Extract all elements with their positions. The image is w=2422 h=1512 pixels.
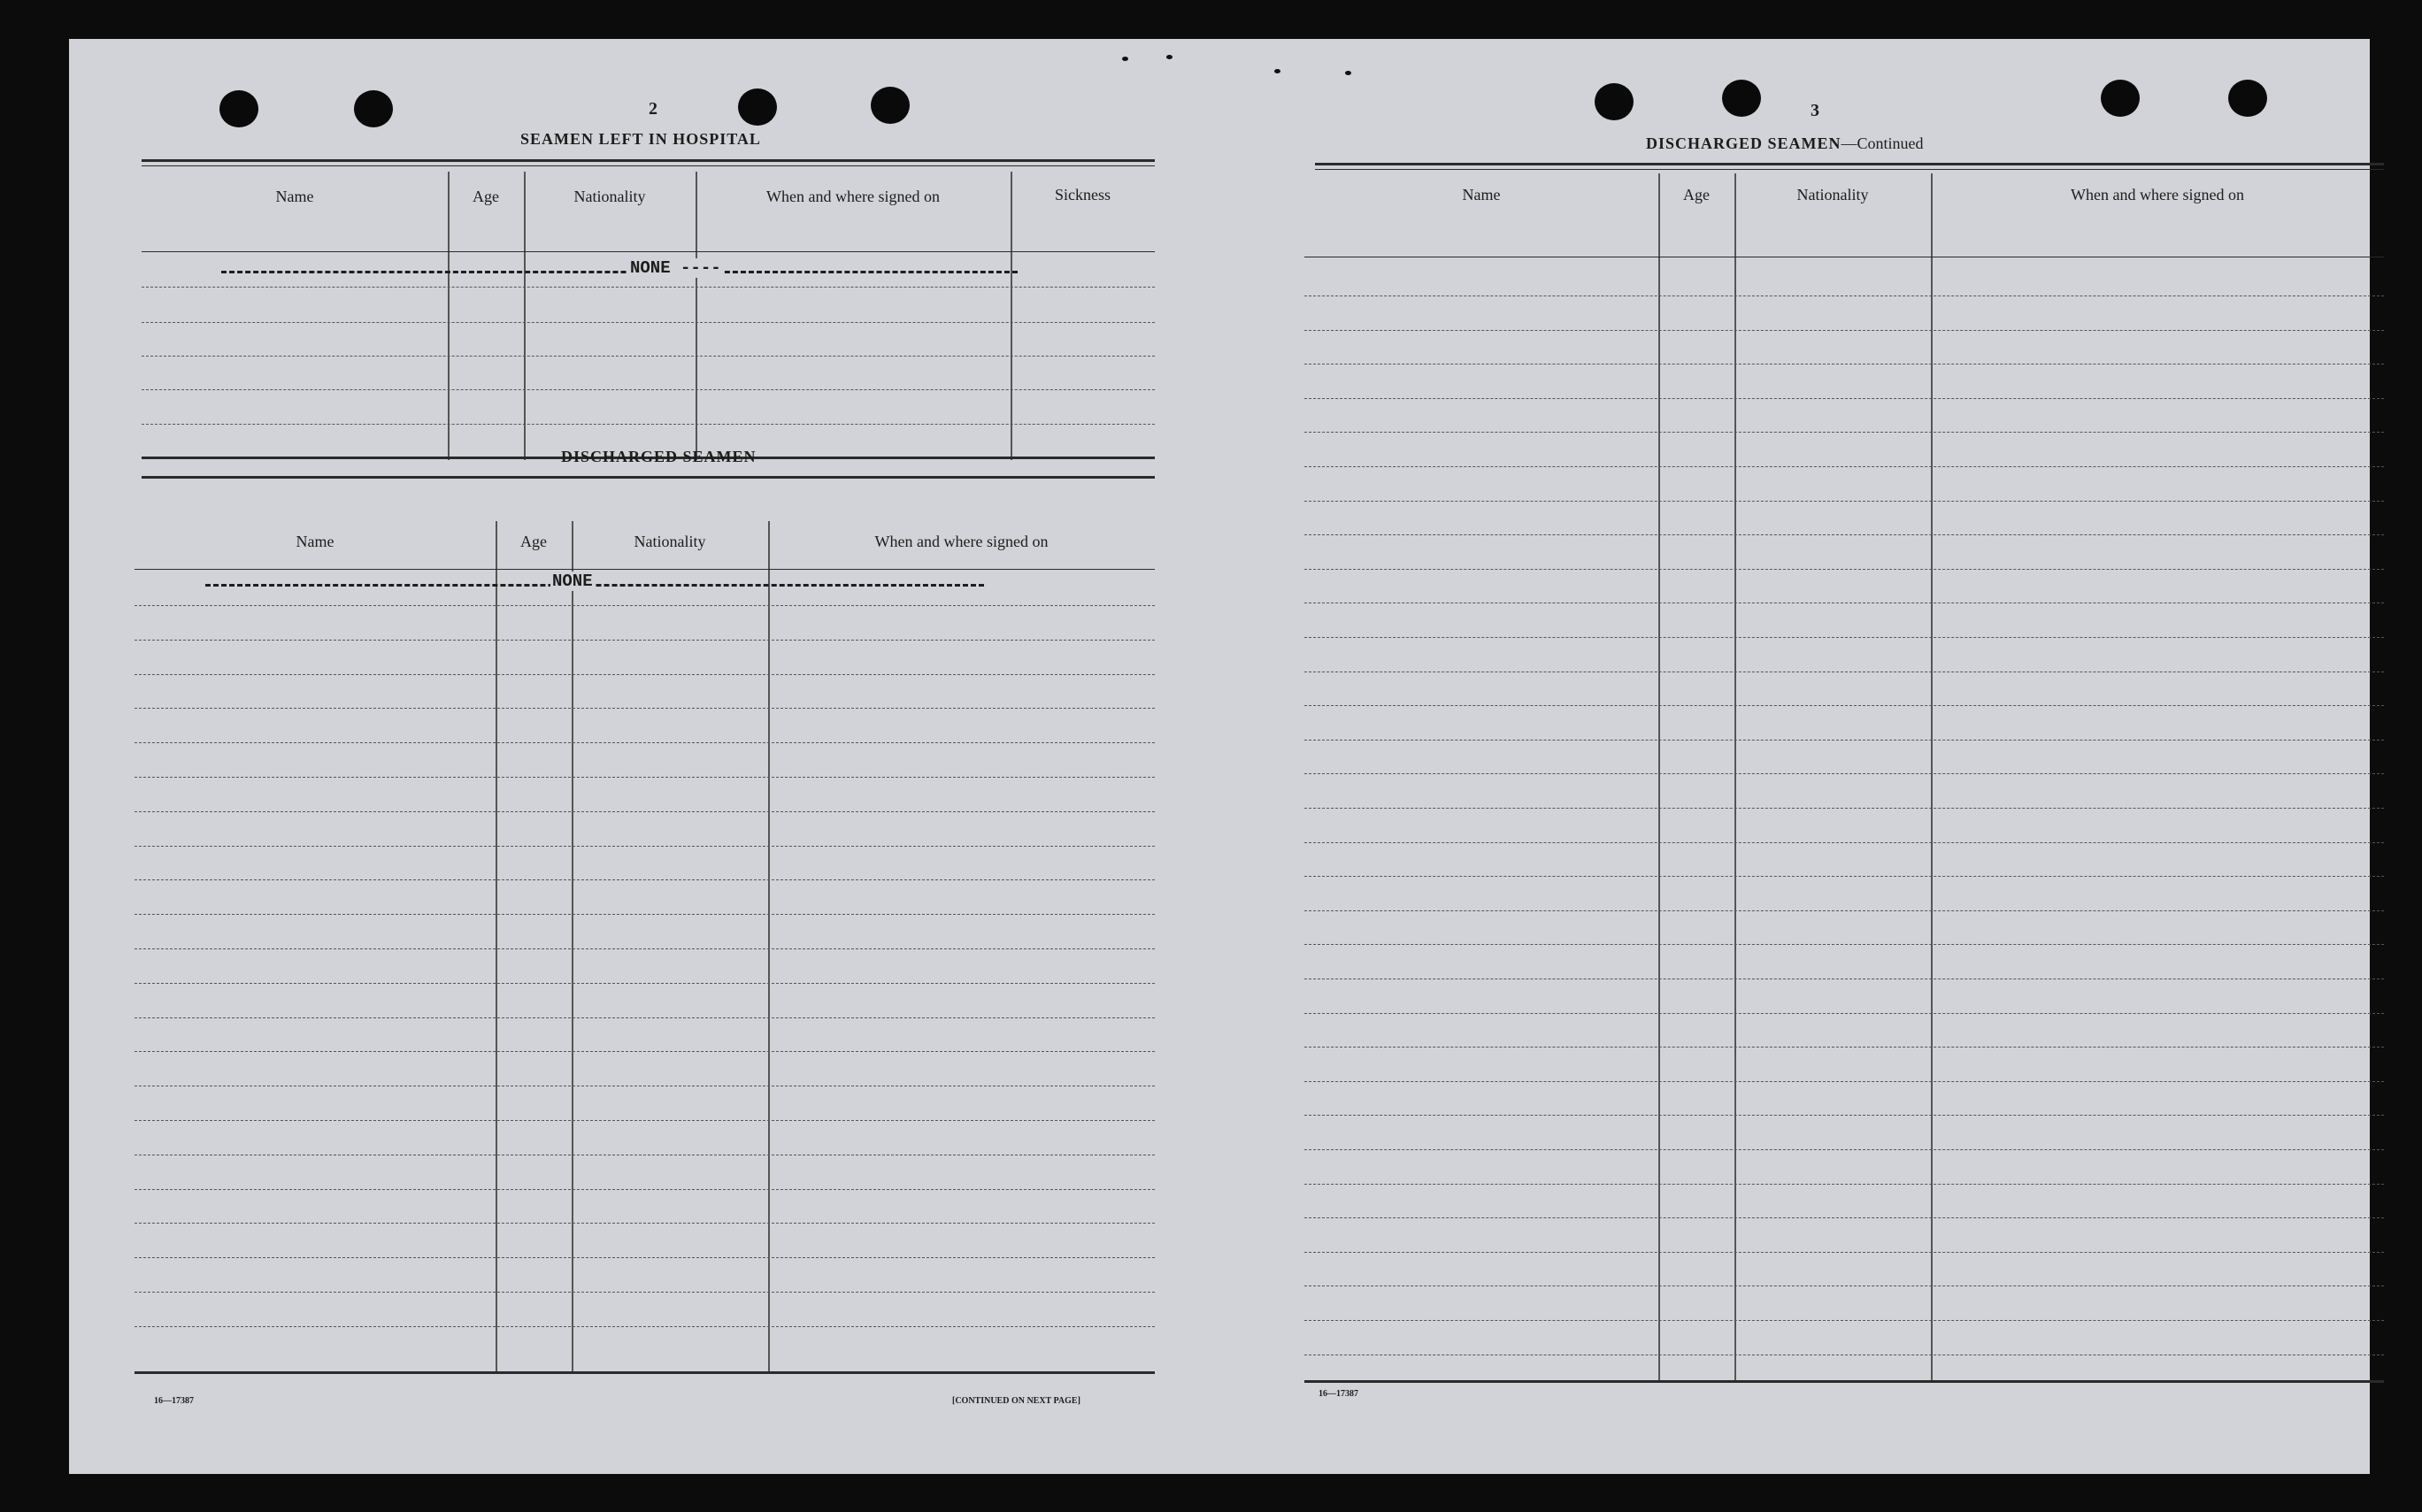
table-row: [1304, 432, 2384, 433]
table-row: [1304, 330, 2384, 331]
column-line: [1011, 172, 1012, 460]
page-number-left: 2: [649, 99, 657, 119]
divider: [142, 476, 1155, 479]
table-row: [1304, 1047, 2384, 1048]
ink-speck: [1166, 55, 1173, 59]
table-row: [142, 424, 1155, 425]
table-row: [1304, 1081, 2384, 1082]
column-line: [1658, 173, 1660, 1382]
table-row: [135, 1223, 1155, 1224]
table-row: [1304, 1217, 2384, 1218]
discharged-table: [135, 481, 1155, 1384]
table-row: [135, 742, 1155, 743]
table-row: [135, 708, 1155, 709]
table-row: [1304, 773, 2384, 774]
col-header-name: Name: [296, 533, 334, 550]
punch-hole: [1722, 80, 1761, 117]
discharged-entry-text: NONE: [552, 572, 593, 591]
col-header-nationality: Nationality: [1796, 186, 1869, 203]
col-header-signed-on: When and where signed on: [874, 533, 1049, 550]
punch-hole: [354, 90, 393, 127]
table-row: [135, 605, 1155, 606]
table-row: [1304, 944, 2384, 945]
table-row: [1304, 602, 2384, 603]
table-row: [142, 389, 1155, 390]
form-number-left: 16—17387: [154, 1396, 194, 1406]
table-row: [1304, 466, 2384, 467]
table-row: [1304, 910, 2384, 911]
table-row: [135, 879, 1155, 880]
col-header-age: Age: [473, 188, 499, 205]
continued-note: [CONTINUED ON NEXT PAGE]: [952, 1396, 1080, 1406]
punch-hole: [2101, 80, 2140, 117]
punch-hole: [738, 88, 777, 126]
col-header-name: Name: [275, 188, 314, 205]
table-row: [1304, 637, 2384, 638]
header-underline: [135, 569, 1155, 570]
punch-hole: [871, 87, 910, 124]
table-row: [135, 983, 1155, 984]
discharged-section-title: DISCHARGED SEAMEN: [561, 448, 757, 465]
ink-speck: [1274, 69, 1280, 73]
table-row: [1304, 740, 2384, 741]
table-row: [142, 356, 1155, 357]
ink-speck: [1122, 57, 1128, 61]
table-row: [135, 846, 1155, 847]
header-underline: [142, 251, 1155, 252]
table-row: [1304, 364, 2384, 365]
table-row: [1304, 842, 2384, 843]
table-row: [135, 1292, 1155, 1293]
divider: [1315, 169, 2384, 170]
document-sheet: [69, 39, 2370, 1474]
table-row: [1304, 295, 2384, 296]
table-row: [135, 1257, 1155, 1258]
ink-speck: [1345, 71, 1351, 75]
table-row: [135, 1326, 1155, 1327]
column-line: [448, 172, 450, 460]
hospital-table: [142, 172, 1155, 464]
table-row: [1304, 1252, 2384, 1253]
table-row: [135, 948, 1155, 949]
punch-hole: [2228, 80, 2267, 117]
col-header-signed-on: When and where signed on: [2071, 186, 2244, 203]
table-row: [1304, 1013, 2384, 1014]
form-number-right: 16—17387: [1319, 1389, 1358, 1399]
table-bottom-rule: [135, 1371, 1155, 1374]
column-line: [1734, 173, 1736, 1382]
col-header-age: Age: [1683, 186, 1710, 203]
punch-hole: [1595, 83, 1634, 120]
hospital-entry-text: NONE ----: [630, 258, 721, 278]
table-row: [135, 1120, 1155, 1121]
table-row: [1304, 705, 2384, 706]
none-dash-line: [205, 584, 984, 587]
table-row: [135, 811, 1155, 812]
column-line: [768, 521, 770, 1373]
col-header-nationality: Nationality: [573, 188, 646, 205]
table-bottom-rule: [1304, 1380, 2384, 1383]
page-number-right: 3: [1811, 101, 1819, 120]
table-row: [142, 287, 1155, 288]
continued-suffix: —Continued: [1841, 134, 1924, 152]
col-header-sickness: Sickness: [1055, 186, 1111, 203]
table-row: [135, 1017, 1155, 1018]
table-row: [135, 1189, 1155, 1190]
col-header-signed-on: When and where signed on: [766, 188, 940, 205]
column-line: [496, 521, 497, 1373]
table-row: [1304, 808, 2384, 809]
column-line: [524, 172, 526, 460]
discharged-continued-table: [1304, 173, 2384, 1394]
table-row: [1304, 876, 2384, 877]
column-line: [572, 521, 573, 1373]
table-row: [135, 674, 1155, 675]
col-header-name: Name: [1462, 186, 1501, 203]
table-row: [1304, 501, 2384, 502]
table-row: [135, 640, 1155, 641]
table-row: [1304, 534, 2384, 535]
punch-hole: [219, 90, 258, 127]
table-row: [1304, 1184, 2384, 1185]
table-row: [1304, 1320, 2384, 1321]
table-row: [135, 777, 1155, 778]
col-header-nationality: Nationality: [634, 533, 706, 550]
divider: [142, 165, 1155, 166]
column-line: [1931, 173, 1933, 1382]
divider: [1315, 163, 2384, 165]
column-line: [696, 172, 697, 460]
discharged-continued-title-text: DISCHARGED SEAMEN: [1646, 134, 1841, 152]
table-row: [1304, 1115, 2384, 1116]
table-row: [142, 322, 1155, 323]
none-dash-line: [221, 271, 1018, 273]
col-header-age: Age: [520, 533, 547, 550]
discharged-continued-title: [1646, 134, 1924, 153]
table-row: [1304, 398, 2384, 399]
table-row: [1304, 1149, 2384, 1150]
divider: [142, 159, 1155, 162]
hospital-section-title: SEAMEN LEFT IN HOSPITAL: [520, 130, 761, 148]
table-row: [1304, 569, 2384, 570]
table-row: [135, 1051, 1155, 1052]
table-row: [135, 914, 1155, 915]
